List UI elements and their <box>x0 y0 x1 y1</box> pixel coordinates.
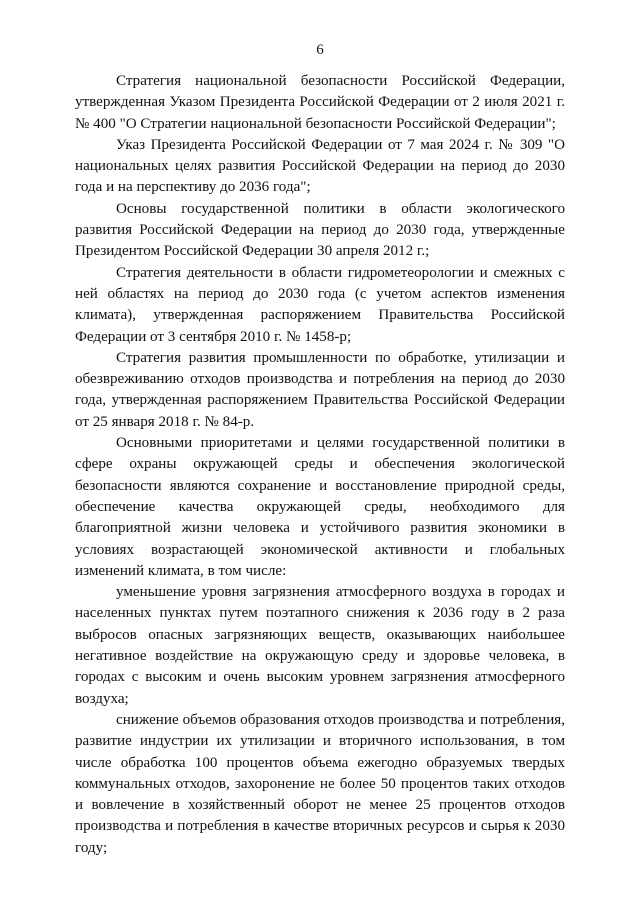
paragraph-ecological-policy-foundations: Основы государственной политики в области экологического развития Российской Федерации на период до 2030 года, утвержденные Президентом Российской Федерации 30 апреля 2012 г.; <box>75 200 565 260</box>
paragraph-air-pollution-reduction: уменьшение уровня загрязнения атмосферного воздуха в городах и населенных пунктах путем поэтапного снижения к 2036 году в 2 раза выбросов опасных загрязняющих веществ, оказывающих наибольшее негативное воздействие на окружающую среду и здоровье человека, в городах с высоким и очень высоким уровнем загрязнения атмосферного воздуха; <box>75 584 565 707</box>
paragraph-presidential-decree-309: Указ Президента Российской Федерации от 7 мая 2024 г. № 309 "О национальных целях развития Российской Федерации на период до 2030 года и на перспективу до 2036 года"; <box>75 136 565 196</box>
paragraph-policy-priorities: Основными приоритетами и целями государственной политики в сфере охраны окружающей среды и обеспечения экологической безопасности являются сохранение и восстановление природной среды, обеспечение качества окружающей среды, необходимого для благоприятной жизни человека и устойчивого развития экономики в условиях возрастающей экономической активности и глобальных изменений климата, в том числе: <box>75 435 565 579</box>
document-body <box>75 71 565 859</box>
paragraph-waste-reduction: снижение объемов образования отходов производства и потребления, развитие индустрии их утилизации и вторичного использования, в том числе обработка 100 процентов объема ежегодно образуемых твердых коммунальных отходов, захоронение не более 50 процентов таких отходов и вовлечение в хозяйственный оборот не менее 25 процентов отходов производства и потребления в качестве вторичных ресурсов и сырья к 2030 году; <box>75 711 565 856</box>
paragraph-national-security-strategy: Стратегия национальной безопасности Российской Федерации, утвержденная Указом Президента Российской Федерации от 2 июля 2021 г. № 400 "О Стратегии национальной безопасности Российской Федерации"; <box>75 73 565 132</box>
page-number: 6 <box>316 42 324 58</box>
paragraph-waste-industry-strategy: Стратегия развития промышленности по обработке, утилизации и обезвреживанию отходов производства и потребления на период до 2030 года, утвержденная распоряжением Правительства Российской Федерации от 25 января 2018 г. № 84-р. <box>75 349 565 430</box>
paragraph-hydrometeorology-strategy: Стратегия деятельности в области гидрометеорологии и смежных с ней областях на период до 2030 года (с учетом аспектов изменения климата), утвержденная распоряжением Правительства Российской Федерации от 3 сентября 2010 г. № 1458-р; <box>75 264 565 345</box>
